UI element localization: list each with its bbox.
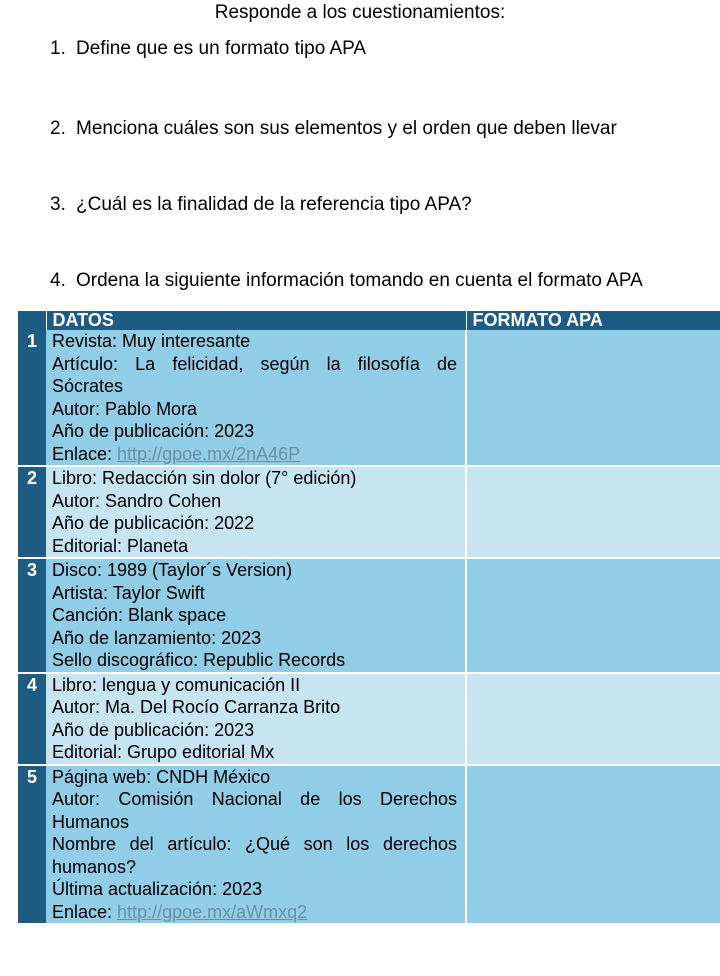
libro-line: Libro: Redacción sin dolor (7° edición)	[52, 468, 357, 488]
header-formato-apa: FORMATO APA	[466, 311, 720, 330]
disco-line: Disco: 1989 (Taylor´s Version)	[52, 560, 293, 580]
sello-line: Sello discográfico: Republic Records	[52, 650, 346, 670]
table-row	[18, 558, 720, 673]
enlace-line	[52, 901, 457, 924]
datos-cell	[46, 558, 466, 673]
autor-line-cont: Humanos	[52, 811, 130, 832]
enlace-label: Enlace:	[52, 901, 118, 922]
question-number: 2.	[50, 118, 66, 139]
question-text: ¿Cuál es la finalidad de la referencia tipo APA?	[76, 194, 472, 215]
question-text: Define que es un formato tipo APA	[76, 38, 367, 59]
table-row	[18, 673, 720, 765]
formato-apa-answer-cell[interactable]	[466, 558, 720, 673]
question-3	[50, 192, 472, 218]
enlace-line	[52, 443, 457, 466]
header-number-cell	[18, 311, 46, 330]
cancion-line: Canción: Blank space	[52, 605, 227, 625]
formato-apa-answer-cell[interactable]	[466, 330, 720, 466]
articulo-line: Artículo: La felicidad, según la filosofía de	[52, 353, 457, 374]
apa-table	[18, 311, 720, 925]
question-number: 4.	[50, 270, 66, 291]
enlace-link[interactable]: http://gpoe.mx/aWmxq2	[117, 901, 308, 922]
question-1	[50, 36, 366, 62]
table-row	[18, 765, 720, 925]
row-number: 2	[18, 466, 46, 558]
autor-line: Autor: Comisión Nacional de los Derechos	[52, 789, 457, 809]
header-datos: DATOS	[46, 311, 466, 330]
formato-apa-answer-cell[interactable]	[466, 765, 720, 925]
datos-cell	[46, 330, 466, 466]
anio-line: Año de publicación: 2023	[52, 421, 255, 441]
datos-cell	[46, 466, 466, 558]
question-number: 1.	[50, 38, 66, 59]
enlace-label: Enlace:	[52, 443, 118, 464]
nombre-articulo-line: Nombre del artículo: ¿Qué son los derechos	[52, 834, 457, 854]
table-row	[18, 466, 720, 558]
autor-line: Autor: Ma. Del Rocío Carranza Brito	[52, 697, 341, 717]
autor-line: Autor: Sandro Cohen	[52, 490, 222, 511]
editorial-line: Editorial: Grupo editorial Mx	[52, 742, 275, 762]
nombre-articulo-line-cont: humanos?	[52, 856, 137, 877]
enlace-link[interactable]: http://gpoe.mx/2nA46P	[117, 443, 301, 464]
formato-apa-answer-cell[interactable]	[466, 466, 720, 558]
question-number: 3.	[50, 194, 66, 215]
table-header-row	[18, 311, 720, 330]
question-text: Ordena la siguiente información tomando en cuenta el formato APA	[76, 270, 643, 291]
pagina-line: Página web: CNDH México	[52, 766, 271, 787]
row-number: 5	[18, 765, 46, 925]
row-number: 4	[18, 673, 46, 765]
artista-line: Artista: Taylor Swift	[52, 582, 205, 603]
question-2	[50, 116, 617, 142]
datos-cell	[46, 765, 466, 925]
articulo-line-cont: Sócrates	[52, 376, 124, 396]
row-number: 3	[18, 558, 46, 673]
instruction-heading: Responde a los cuestionamientos:	[214, 2, 506, 23]
question-text: Menciona cuáles son sus elementos y el orden que deben llevar	[76, 118, 617, 139]
question-4	[50, 268, 643, 294]
anio-line: Año de publicación: 2023	[52, 719, 255, 740]
row-number: 1	[18, 330, 46, 466]
revista-line: Revista: Muy interesante	[52, 331, 251, 351]
datos-cell	[46, 673, 466, 765]
autor-line: Autor: Pablo Mora	[52, 398, 198, 419]
editorial-line: Editorial: Planeta	[52, 535, 189, 556]
anio-line: Año de publicación: 2022	[52, 513, 255, 533]
actualizacion-line: Última actualización: 2023	[52, 879, 263, 899]
table-row	[18, 330, 720, 466]
libro-line: Libro: lengua y comunicación II	[52, 674, 301, 695]
anio-line: Año de lanzamiento: 2023	[52, 627, 262, 648]
formato-apa-answer-cell[interactable]	[466, 673, 720, 765]
